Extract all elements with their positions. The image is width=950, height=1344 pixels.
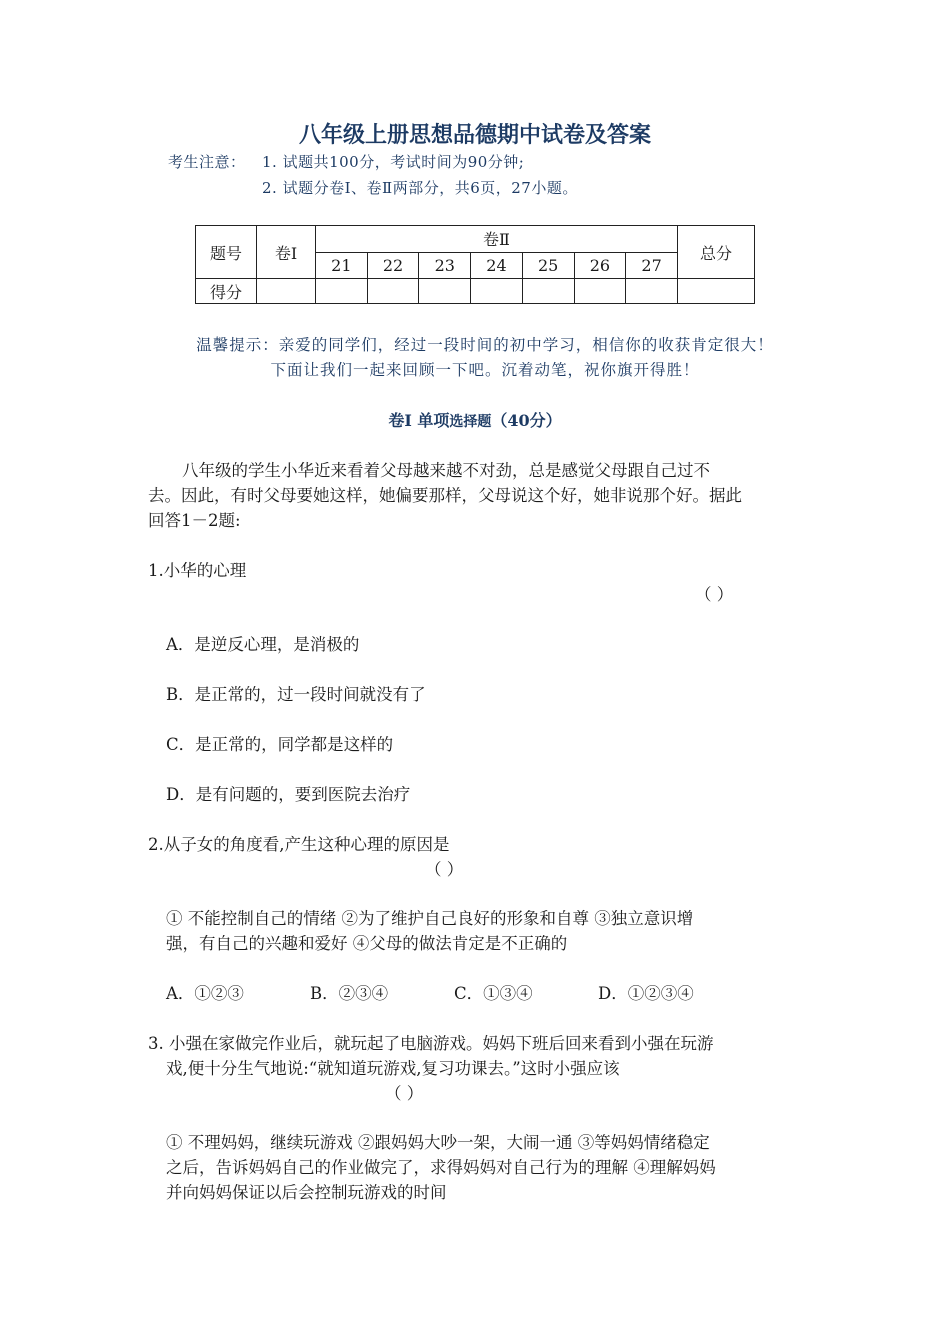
header-question-number: 题号 (196, 226, 257, 279)
question-3-stem-line-2: 戏,便十分生气地说:“就知道玩游戏,复习功课去。”这时小强应该 (166, 1059, 620, 1078)
question-number-27: 27 (626, 252, 678, 279)
tip-line-1: 温馨提示：亲爱的同学们，经过一段时间的初中学习，相信你的收获肯定很大！ (196, 336, 774, 354)
score-cell[interactable] (522, 279, 574, 304)
page-title: 八年级上册思想品德期中试卷及答案 (298, 122, 651, 148)
score-cell[interactable] (257, 279, 316, 304)
section-heading-b: 选择题 (449, 414, 492, 430)
question-number-25: 25 (522, 252, 574, 279)
question-1-option-a[interactable]: A．是逆反心理，是消极的 (166, 635, 360, 654)
score-cell[interactable] (678, 279, 755, 304)
passage-line-2: 去。因此，有时父母要她这样，她偏要那样，父母说这个好，她非说那个好。据此 (148, 486, 742, 505)
question-number-22: 22 (367, 252, 419, 279)
question-2-answer-bracket[interactable]: （ ） (425, 860, 464, 879)
section-heading-a: 卷Ⅰ 单项 (388, 411, 450, 430)
question-2-statement-line-1: ① 不能控制自己的情绪 ②为了维护自己良好的形象和自尊 ③独立意识增 (166, 909, 694, 928)
question-number-23: 23 (419, 252, 471, 279)
question-2-statement-line-2: 强，有自己的兴趣和爱好 ④父母的做法肯定是不正确的 (166, 934, 568, 953)
score-cell[interactable] (367, 279, 419, 304)
score-cell[interactable] (419, 279, 471, 304)
notice-line-2: 2. 试题分卷Ⅰ、卷Ⅱ两部分，共6页，27小题。 (262, 179, 578, 197)
question-3-stem-line-1: 3. 小强在家做完作业后，就玩起了电脑游戏。妈妈下班后回来看到小强在玩游 (148, 1034, 714, 1053)
question-2-option-c[interactable]: C．①③④ (454, 984, 533, 1003)
score-cell[interactable] (471, 279, 523, 304)
question-2-option-a[interactable]: A．①②③ (166, 984, 244, 1003)
question-3-statement-line-1: ① 不理妈妈，继续玩游戏 ②跟妈妈大吵一架，大闹一通 ③等妈妈情绪稳定 (166, 1133, 710, 1152)
passage-line-3: 回答1－2题: (148, 511, 241, 530)
score-table (195, 225, 755, 304)
question-1-option-b[interactable]: B．是正常的，过一段时间就没有了 (166, 685, 426, 704)
question-3-statement-line-2: 之后，告诉妈妈自己的作业做完了，求得妈妈对自己行为的理解 ④理解妈妈 (166, 1158, 716, 1177)
question-number-21: 21 (316, 252, 368, 279)
question-2-option-b[interactable]: B．②③④ (310, 984, 389, 1003)
header-part-1: 卷Ⅰ (257, 226, 316, 279)
notice-label: 考生注意： (168, 153, 246, 171)
notice-line-1: 1. 试题共100分，考试时间为90分钟; (262, 153, 525, 171)
question-3-statement-line-3: 并向妈妈保证以后会控制玩游戏的时间 (166, 1183, 447, 1202)
question-1-stem: 1.小华的心理 (148, 561, 247, 580)
question-2-option-d[interactable]: D．①②③④ (598, 984, 694, 1003)
score-row-label: 得分 (196, 279, 257, 304)
question-number-26: 26 (574, 252, 626, 279)
score-cell[interactable] (574, 279, 626, 304)
question-1-option-c[interactable]: C．是正常的，同学都是这样的 (166, 735, 394, 754)
question-2-stem: 2.从子女的角度看,产生这种心理的原因是 (148, 835, 450, 854)
section-heading-c: （40分） (491, 411, 562, 430)
passage-line-1: 八年级的学生小华近来看着父母越来越不对劲，总是感觉父母跟自己过不 (182, 461, 710, 480)
header-part-2: 卷Ⅱ (316, 226, 678, 253)
tip-line-2: 下面让我们一起来回顾一下吧。沉着动笔，祝你旗开得胜！ (270, 361, 700, 379)
score-cell[interactable] (316, 279, 368, 304)
section-heading (0, 408, 950, 431)
question-1-option-d[interactable]: D．是有问题的，要到医院去治疗 (166, 785, 411, 804)
question-number-24: 24 (471, 252, 523, 279)
question-1-answer-bracket[interactable]: （ ） (695, 585, 734, 604)
question-3-answer-bracket[interactable]: （ ） (385, 1084, 424, 1103)
header-total: 总分 (678, 226, 755, 279)
score-cell[interactable] (626, 279, 678, 304)
